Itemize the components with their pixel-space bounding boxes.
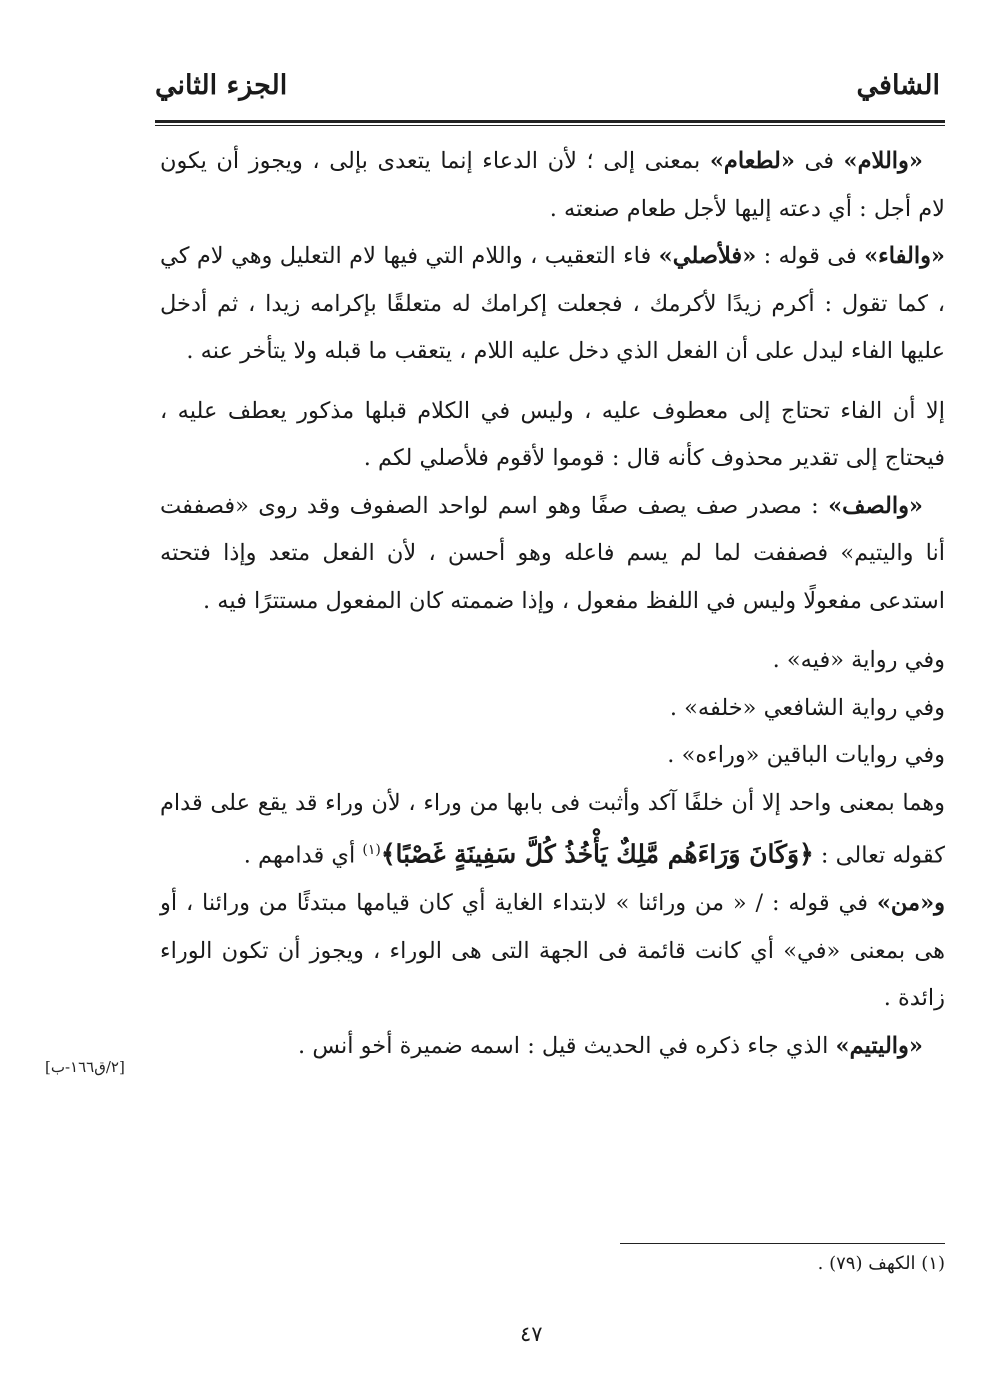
quran-verse: ﴿وَكَانَ وَرَاءَهُم مَّلِكٌ يَأْخُذُ كُلَّ سَفِينَةٍ غَصْبًا﴾ <box>380 839 814 869</box>
text-fragment: فى <box>794 148 844 174</box>
text-fragment: في قوله : / « من ورائنا » لابتداء الغاية أي كان قيامها مبتدئًا من ورائنا ، أو هى بمعنى «في» أي كانت قائمة فى الجهة التى هى الوراء ، ويجوز أن تكون الوراء زائدة . <box>160 890 945 1011</box>
term-walyatim: «واليتيم» <box>835 1032 923 1059</box>
paragraph-lam <box>160 138 945 233</box>
main-text <box>160 138 945 1070</box>
page-number: ٤٧ <box>520 1322 543 1346</box>
term-litaam: «لطعام» <box>709 148 795 174</box>
paragraph-riwaya-1 <box>160 637 945 685</box>
text-fragment: فى قوله : <box>756 243 865 269</box>
paragraph-riwaya-2 <box>160 685 945 733</box>
text-fragment: : مصدر صف يصف صفًا وهو اسم لواحد الصفوف وقد روى «فصففت أنا واليتيم» فصففت لما لم يسم فاعله وهو أحسن ، لأن الفعل متعد وإذا فتحته استدعى مفعولًا وليس في اللفظ مفعول ، وإذا ضممته كان المفعول مستترًا فيه . <box>160 492 945 614</box>
header-rule-thin <box>155 125 945 126</box>
text-fragment: فاء التعقيب ، واللام التي فيها لام التعليل وهي لام كي ، كما تقول : أكرم زيدًا لأكرمك ، فجعلت إكرامك له متعلقًا بإكرامه زيدا ، ثم أدخل عليها الفاء ليدل على أن الفعل الذي دخل عليه اللام ، يتعقب ما قبله ولا يتأخر عنه . <box>160 243 945 364</box>
paragraph-saff <box>160 483 945 626</box>
header-rule <box>155 120 945 123</box>
paragraph-min <box>160 880 945 1023</box>
paragraph-riwaya-3 <box>160 732 945 780</box>
term-falusalli: «فلأصلي» <box>658 243 757 269</box>
footnote: (١) الكهف (٧٩) . <box>817 1253 945 1274</box>
paragraph-yatim <box>160 1023 945 1071</box>
text-fragment: وفي رواية الشافعي «خلفه» . <box>669 694 945 721</box>
text-fragment: أي قدامهم . <box>243 842 363 869</box>
page-header <box>155 70 940 116</box>
text-fragment: وفي روايات الباقين «وراءه» . <box>667 742 945 768</box>
footnote-reference: (١) <box>362 842 381 858</box>
volume-title: الجزء الثاني <box>155 70 288 101</box>
paragraph-wahuma <box>160 780 945 881</box>
text-fragment: بمعنى إلى ؛ لأن الدعاء إنما يتعدى بإلى ، ويجوز أن يكون لام أجل : أي دعته إليها لأجل طعام صنعته . <box>160 148 945 222</box>
term-wallam: «واللام» <box>843 148 923 174</box>
term-wassaff: «والصف» <box>828 492 923 519</box>
text-fragment: الذي جاء ذكره في الحديث قيل : اسمه ضميرة أخو أنس . <box>298 1032 836 1059</box>
footnote-rule <box>620 1243 945 1244</box>
text-fragment: وفي رواية «فيه» . <box>772 647 945 673</box>
book-title: الشافي <box>856 70 940 101</box>
text-fragment: وهما بمعنى واحد إلا أن خلفًا آكد وأثبت فى بابها من وراء ، لأن وراء قد يقع على قدام كقوله تعالى : <box>160 789 945 869</box>
paragraph-illa <box>160 388 945 483</box>
paragraph-fa <box>160 233 945 376</box>
text-fragment: إلا أن الفاء تحتاج إلى معطوف عليه ، وليس في الكلام قبلها مذكور يعطف عليه ، فيحتاج إلى تقدير محذوف كأنه قال : قوموا لأقوم فلأصلي لكم . <box>160 397 945 471</box>
term-wamin: و«من» <box>876 890 945 916</box>
term-walfa: «والفاء» <box>864 243 945 269</box>
manuscript-folio-note: [٢/ق١٦٦-ب] <box>45 1058 125 1076</box>
